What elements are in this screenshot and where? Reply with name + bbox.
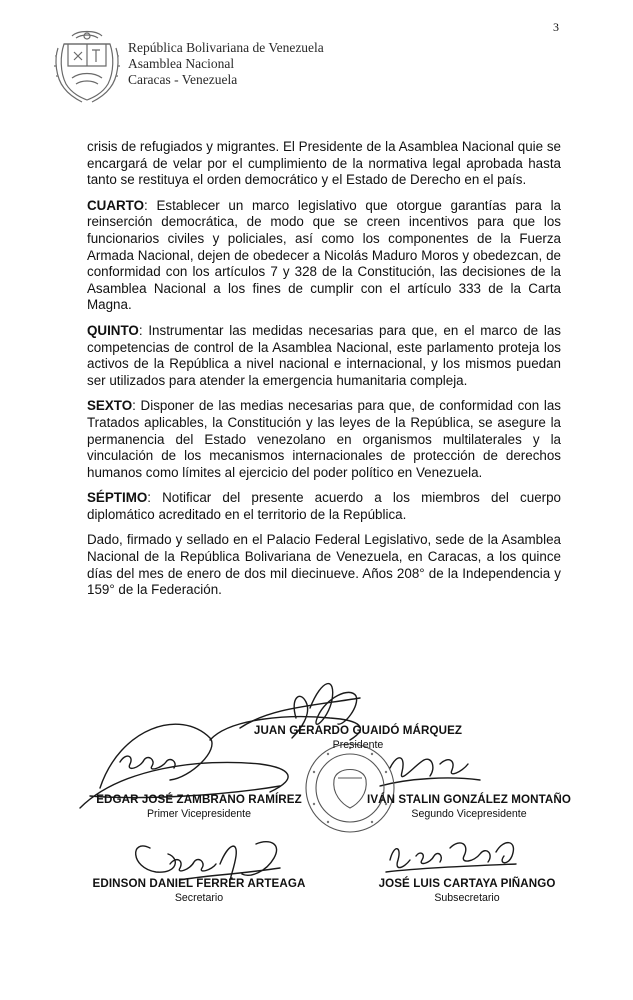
signatory-name: IVÁN STALIN GONZÁLEZ MONTAÑO <box>367 793 571 806</box>
coat-of-arms-icon <box>52 26 122 104</box>
article-label: CUARTO <box>87 197 145 213</box>
header-city: Caracas - Venezuela <box>128 72 238 87</box>
paragraph-cuarto <box>87 198 561 314</box>
signatory-name: EDINSON DANIEL FERRER ARTEAGA <box>92 877 306 890</box>
signatory-role: Segundo Vicepresidente <box>411 808 527 820</box>
article-text: : Establecer un marco legislativo que otorgue garantías para la reinserción democrática, de modo que se creen incentivos para que los funcionarios civiles y policiales, así como los componentes de la Fuerza Armada Nacional, dejen de obedecer a Nicolás Maduro Moros y obedezcan, de conformidad con los artículos 7 y 328 de la Constitución, las decisiones de la Asamblea Nacional a los fines de cumplir con el artículo 333 de la Carta Magna. <box>87 197 561 313</box>
signatory-role: Presidente <box>332 739 384 751</box>
signature-president <box>228 724 488 751</box>
paragraph-septimo <box>87 490 561 523</box>
header-institution: Asamblea Nacional <box>128 56 235 71</box>
signatory-name: EDGAR JOSÉ ZAMBRANO RAMÍREZ <box>96 793 302 806</box>
article-text: : Instrumentar las medidas necesarias para que, en el marco de las competencias de control de la Asamblea Nacional, este parlamento proteja los activos de la República a nivel nacional e internacional, y los mismos puedan ser utilizados para atender la emergencia humanitaria compleja. <box>87 322 561 388</box>
article-text: : Disponer de las medias necesarias para que, de conformidad con las Tratados aplicables, la Constitución y las leyes de la República, se asegure la permanencia del Estado venezolano en organismos multilaterales y la vinculación de los mecanismos internacionales de protección de derechos humanos como límites al ejercicio del poder político en Venezuela. <box>87 398 561 480</box>
paragraph-sexto <box>87 398 561 481</box>
signatory-name: JOSÉ LUIS CARTAYA PIÑANGO <box>378 877 556 890</box>
document-body <box>87 139 561 608</box>
signature-second-vp <box>344 793 594 820</box>
article-label: SÉPTIMO <box>87 490 148 506</box>
signatory-role: Subsecretario <box>434 892 500 904</box>
header-country: República Bolivariana de Venezuela <box>128 40 324 55</box>
signatory-role: Primer Vicepresidente <box>146 808 252 820</box>
page-number: 3 <box>553 20 559 34</box>
signatory-role: Secretario <box>174 892 224 904</box>
paragraph-quinto <box>87 323 561 389</box>
signature-secretary <box>74 877 324 904</box>
signature-first-vp <box>74 793 324 820</box>
paragraph-closing: Dado, firmado y sellado en el Palacio Federal Legislativo, sede de la Asamblea Nacional de la República Bolivariana de Venezuela, en Caracas, a los quince días del mes de enero de dos mil diecinueve. Años 208° de la Independencia y 159° de la Federación. <box>87 532 561 598</box>
paragraph-continuation: crisis de refugiados y migrantes. El Presidente de la Asamblea Nacional quie se encargará de velar por el cumplimiento de la normativa legal aprobada hasta tanto se restituya el orden democrático y el Estado de Derecho en el país. <box>87 139 561 188</box>
letterhead <box>52 26 372 108</box>
article-label: SEXTO <box>87 398 133 414</box>
article-text: : Notificar del presente acuerdo a los miembros del cuerpo diplomático acreditado en el territorio de la República. <box>87 490 561 522</box>
signature-undersecretary <box>354 877 580 904</box>
signature-section <box>60 668 600 928</box>
signatory-name: JUAN GERARDO GUAIDÓ MÁRQUEZ <box>253 724 463 737</box>
article-label: QUINTO <box>87 322 139 338</box>
